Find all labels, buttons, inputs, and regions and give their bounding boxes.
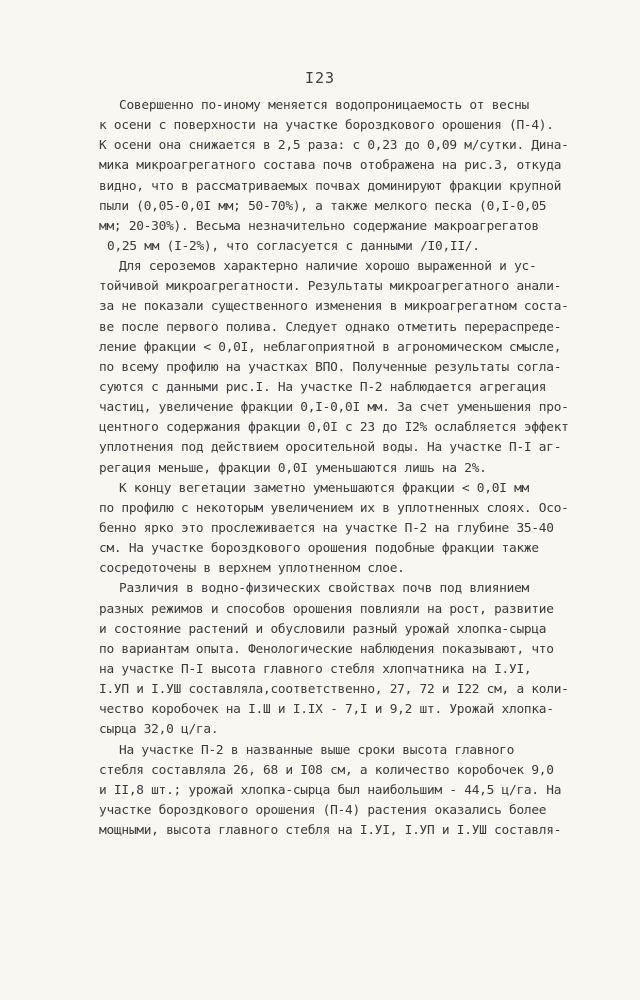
text-line: На участке П-2 в названные выше сроки высота главного (119, 742, 515, 758)
text-line: суются с данными рис.I. На участке П-2 наблюдается агрегация (99, 379, 547, 395)
text-line: сырца 32,0 ц/га. (99, 722, 219, 738)
text-line: за не показали существенного изменения в микроагрегатном соста- (99, 299, 569, 315)
text-line: частиц, увеличение фракции 0,I-0,0I мм. За счет уменьшения про- (99, 400, 569, 416)
text-line: мм; 20-30%). Весьма незначительно содержание макроагрегатов (99, 218, 539, 234)
text-line: чество коробочек на I.Ш и I.IX - 7,I и 9,2 шт. Урожай хлопка- (99, 702, 554, 718)
text-line: к осени с поверхности на участке бороздкового орошения (П-4). (99, 118, 554, 134)
text-line: бенно ярко это прослеживается на участке П-2 на глубине 35-40 (99, 520, 554, 536)
text-line: К осени она снижается в 2,5 раза: с 0,23 до 0,09 м/сутки. Дина- (99, 138, 569, 154)
text-line: центного содержания фракции 0,0I с 23 до I2% ослабляется эффект (99, 420, 569, 436)
text-line: пыли (0,05-0,0I мм; 50-70%), а также мелкого песка (0,I-0,05 (99, 198, 547, 214)
text-line: и II,8 шт.; урожай хлопка-сырца был наибольшим - 44,5 ц/га. На (99, 782, 562, 798)
text-line: мощными, высота главного стебля на I.УI, I.УП и I.УШ составля- (99, 823, 562, 839)
text-line: К концу вегетации заметно уменьшаются фракции < 0,0I мм (119, 480, 529, 496)
text-line: разных режимов и способов орошения повлияли на рост, развитие (99, 601, 554, 617)
text-line: тойчивой микроагрегатности. Результаты микроагрегатного анали- (99, 279, 562, 295)
text-line: и состояние растений и обусловили разный урожай хлопка-сырца (99, 621, 547, 637)
text-line: сосредоточены в верхнем уплотненном слое. (99, 561, 405, 577)
text-line: видно, что в рассматриваемых почвах доминируют фракции крупной (99, 178, 562, 194)
text-line: регация меньше, фракции 0,0I уменьшаются лишь на 2%. (99, 460, 487, 476)
text-line: ве после первого полива. Следует однако отметить перераспреде- (99, 319, 562, 335)
text-line: 0,25 мм (I-2%), что согласуется с данными /I0,II/. (107, 238, 480, 254)
page-number: I23 (304, 69, 336, 87)
text-line: уплотнения под действием оросительной воды. На участке П-I аг- (99, 440, 562, 456)
text-line: Различия в водно-физических свойствах почв под влиянием (119, 581, 529, 597)
text-line: ление фракции < 0,0I, неблагоприятной в агрономическом смысле, (99, 339, 562, 355)
text-line: на участке П-I высота главного стебля хлопчатника на I.УI, (99, 661, 532, 677)
text-line: см. На участке бороздкового орошения подобные фракции также (99, 541, 539, 557)
text-line: Совершенно по-иному меняется водопроницаемость от весны (119, 98, 529, 113)
text-line: по всему профилю на участках ВПО. Полученные результаты согла- (99, 359, 562, 375)
text-line: стебля составляла 26, 68 и I08 см, а количество коробочек 9,0 (99, 762, 554, 778)
text-line: Для сероземов характерно наличие хорошо выраженной и ус- (119, 259, 537, 275)
text-line: по вариантам опыта. Фенологические наблюдения показывают, что (99, 641, 554, 657)
text-line: мика микроагрегатного состава почв отображена на рис.3, откуда (99, 158, 562, 174)
text-line: по профилю с некоторым увеличением их в уплотненных слоях. Осо- (99, 500, 569, 516)
text-line: I.УП и I.УШ составляла,соответственно, 27, 72 и I22 см, а коли- (99, 682, 569, 698)
text-line: участке бороздкового орошения (П-4) растения оказались более (99, 802, 547, 818)
body-text (99, 96, 579, 841)
